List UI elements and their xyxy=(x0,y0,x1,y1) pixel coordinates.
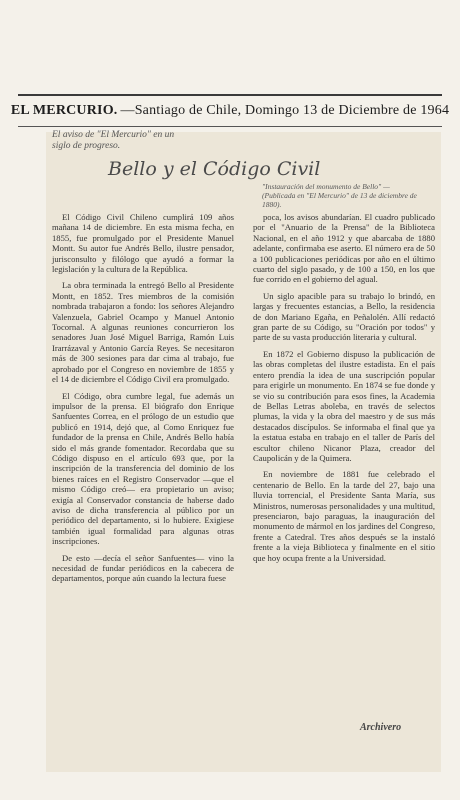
paragraph: La obra terminada la entregó Bello al Presidente Montt, en 1852. Tres miembros de la comisión nombrada trabajaron a fondo: los señores Alejandro Valenzuela, Gabriel Ocampo y Manuel Antonio Tocornal. A algunas reuniones concurrieron los senadores Juan José Miguel Barriga, Ramón Luis Irarrázaval y Antonio García Reyes. Se necesitaron más de 300 sesiones para dar cima al trabajo, fue aprobado por el Congreso en noviembre de 1855 y el 14 de diciembre el Código Civil era promulgado. xyxy=(52,280,234,385)
newspaper-masthead xyxy=(10,94,450,127)
source-note: "Instauración del monumento de Bello" — (Publicada en "El Mercurio" de 13 de diciembre de 1880). xyxy=(262,182,417,209)
article-title: Bello y el Código Civil xyxy=(108,158,321,180)
paragraph: El Código, obra cumbre legal, fue además un impulsor de la prensa. El biógrafo don Enrique Sanfuentes Correa, en el prólogo de un estudio que publicó en 1914, dejó que, al Como Enriquez fue fundador de la prensa en Chile, Andrés Bello había sido el más grande fomentador. Recordaba que su Código dispuso en el artículo 693 que, por la inscripción de la transferencia del dominio de los bienes raíces en el Registro Conservador —que el mismo Código creó— era propietario un aviso; exigía al Conservador constancia de haberse dado aviso de dicha transferencia al público por un periódico del departamento, si lo hubiere. Exigiese también igual formalidad para algunas otras inscripciones. xyxy=(52,390,234,547)
series-note: El aviso de "El Mercurio" en un siglo de progreso. xyxy=(52,130,175,151)
paragraph: Un siglo apacible para su trabajo lo brindó, en largas y frecuentes estancias, a Bello, la residencia de don Mariano Egaña, en Peñalolén. Allí redactó gran parte de su Código, su "Oración por todos" y parte de su vasta producción literaria y cultural. xyxy=(253,290,435,343)
paragraph: En 1872 el Gobierno dispuso la publicación de las obras completas del ilustre estadista. En el país entero prendía la idea de una suscripción popular para erigirle un monumento. En 1874 se fue donde y se vio su contribución para esos fines, la Academia de Bellas Letras aboleba, en través de selectos plumas, la vida y la obra del maestro y de sus más destacados discípulos. Se informaba el final que ya la estatua estaba en trabajo en el taller de París del escultor chileno Nicanor Plaza, creador del Caupolicán y de la Quimera. xyxy=(253,348,435,463)
author-signature: Archivero xyxy=(360,722,402,733)
article-column-right xyxy=(253,212,435,569)
paragraph: De esto —decía el señor Sanfuentes— vino la necesidad de fundar periódicos en la cabecera de departamentos, porque aún cuando la lectura fuese xyxy=(52,552,234,584)
article-column-left xyxy=(52,212,234,590)
paragraph: En noviembre de 1881 fue celebrado el centenario de Bello. En la tarde del 27, bajo una lluvia torrencial, el Presidente Santa María, sus Ministros, numerosas personalidades y una multitud, presenciaron, bajo paraguas, la inauguración del monumento de mármol en los jardines del Congreso, frente a Catedral. Tres años después se la instaló frente a la vieja Biblioteca y finalmente en el sitio que hoy ocupa frente a la Universidad. xyxy=(253,469,435,563)
masthead-dateline: —Santiago de Chile, Domingo 13 de Diciembre de 1964 xyxy=(120,103,450,118)
paragraph: El Código Civil Chileno cumplirá 109 años mañana 14 de diciembre. En esta misma fecha, en 1855, fue promulgado por el Presidente Manuel Montt. Su autor fue Andrés Bello, ilustre pensador, jurisconsulto y filólogo que ayudó a formar la legislación y la cultura de la República. xyxy=(52,212,234,275)
newspaper-name: EL MERCURIO. xyxy=(10,103,118,118)
paragraph: poca, los avisos abundarían. El cuadro publicado por el "Anuario de la Prensa" de la Biblioteca Nacional, en el año 1912 y que abarcaba de 1880 adelante, confirmaba ese aserto. El número era de 50 a 100 publicaciones periódicas por año en el último cuarto del siglo pasado, y de 100 a 150, en los que fue corrido en el gobierno del agual. xyxy=(253,212,435,285)
